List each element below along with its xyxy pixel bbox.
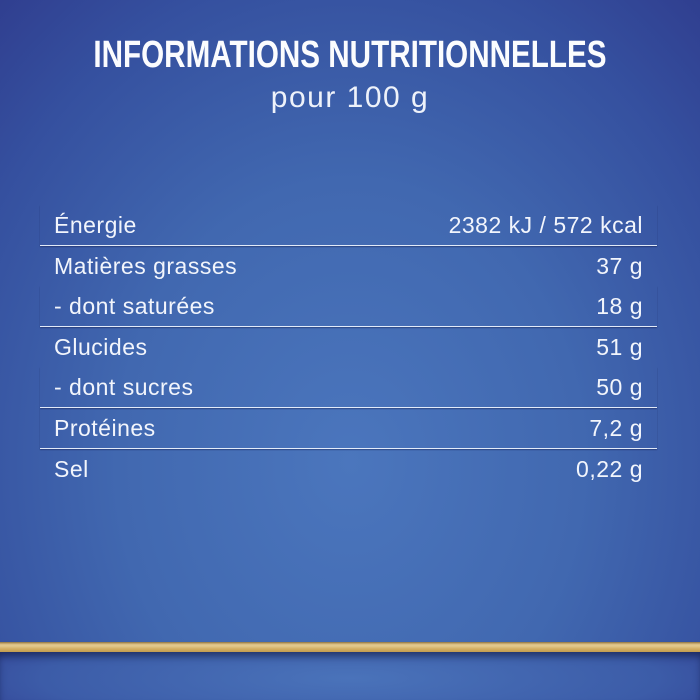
page-title-text: INFORMATIONS NUTRITIONNELLES bbox=[93, 34, 607, 76]
nutrition-row bbox=[40, 327, 657, 367]
nutrient-value: 51 g bbox=[596, 333, 643, 360]
nutrition-row bbox=[40, 286, 657, 327]
nutrient-label: Énergie bbox=[54, 211, 137, 238]
nutrition-row bbox=[40, 449, 657, 489]
nutrition-table bbox=[40, 205, 657, 489]
bottom-strip bbox=[0, 652, 700, 700]
nutrition-row bbox=[40, 205, 657, 246]
nutrient-label: Protéines bbox=[54, 414, 156, 441]
nutrition-row bbox=[40, 367, 657, 408]
nutrient-label: - dont saturées bbox=[54, 292, 215, 319]
nutrient-value: 7,2 g bbox=[589, 414, 643, 441]
nutrition-row bbox=[40, 408, 657, 449]
nutrient-value: 0,22 g bbox=[576, 455, 643, 482]
nutrient-value: 2382 kJ / 572 kcal bbox=[448, 211, 643, 238]
nutrient-label: Sel bbox=[54, 455, 89, 482]
gold-divider-bar bbox=[0, 642, 700, 652]
nutrient-label: Matières grasses bbox=[54, 252, 238, 279]
nutrient-value: 37 g bbox=[596, 252, 643, 279]
nutrition-row bbox=[40, 246, 657, 286]
nutrient-label: - dont sucres bbox=[54, 373, 194, 400]
nutrient-label: Glucides bbox=[54, 333, 148, 360]
serving-size-subtitle: pour 100 g bbox=[270, 81, 430, 114]
page-title bbox=[0, 0, 700, 74]
nutrient-value: 50 g bbox=[596, 373, 643, 400]
nutrient-value: 18 g bbox=[596, 292, 643, 319]
